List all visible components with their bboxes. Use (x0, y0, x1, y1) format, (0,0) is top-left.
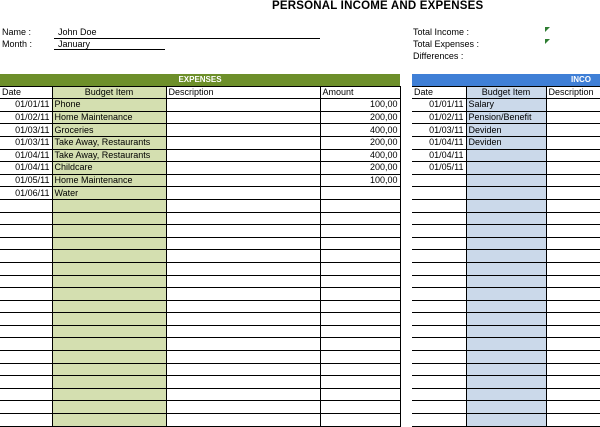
income-date-cell[interactable] (412, 288, 466, 301)
expense-budget-item-cell[interactable]: Home Maintenance (52, 111, 166, 124)
expense-amount-cell[interactable] (320, 300, 400, 313)
expense-budget-item-cell[interactable] (52, 313, 166, 326)
income-date-cell[interactable] (412, 237, 466, 250)
table-row (0, 212, 400, 225)
expense-date-cell[interactable] (0, 351, 52, 364)
income-budget-item-cell[interactable] (466, 149, 546, 162)
expense-description-cell[interactable] (166, 338, 320, 351)
table-row (0, 300, 400, 313)
expense-date-cell[interactable]: 01/01/11 (0, 99, 52, 112)
table-row (412, 174, 600, 187)
expense-amount-cell[interactable] (320, 225, 400, 238)
table-row (0, 250, 400, 263)
expense-date-cell[interactable] (0, 237, 52, 250)
income-budget-item-cell[interactable] (466, 313, 546, 326)
month-underline (54, 49, 165, 50)
income-description-cell[interactable] (546, 99, 600, 112)
expense-description-cell[interactable] (166, 162, 320, 175)
expense-description-cell[interactable] (166, 124, 320, 137)
table-row (412, 325, 600, 338)
table-row (412, 351, 600, 364)
income-date-cell[interactable] (412, 376, 466, 389)
income-date-cell[interactable]: 01/03/11 (412, 124, 466, 137)
expense-description-cell[interactable] (166, 225, 320, 238)
income-description-cell[interactable] (546, 225, 600, 238)
table-row (412, 162, 600, 175)
income-date-cell[interactable] (412, 338, 466, 351)
expense-description-cell[interactable] (166, 363, 320, 376)
expense-amount-cell[interactable] (320, 275, 400, 288)
table-row (412, 136, 600, 149)
income-description-cell[interactable] (546, 300, 600, 313)
table-row (0, 199, 400, 212)
table-row (0, 275, 400, 288)
expense-amount-cell[interactable]: 200,00 (320, 136, 400, 149)
table-row (0, 338, 400, 351)
table-row (0, 225, 400, 238)
table-row (412, 376, 600, 389)
table-row (412, 300, 600, 313)
table-row (0, 351, 400, 364)
table-row (0, 313, 400, 326)
table-row (412, 338, 600, 351)
page-title: PERSONAL INCOME AND EXPENSES (272, 0, 484, 12)
income-budget-item-cell[interactable]: Deviden (466, 124, 546, 137)
expense-date-cell[interactable] (0, 250, 52, 263)
expense-amount-cell[interactable] (320, 325, 400, 338)
expense-budget-item-cell[interactable] (52, 414, 166, 427)
expense-date-cell[interactable] (0, 300, 52, 313)
expense-budget-item-cell[interactable] (52, 401, 166, 414)
expense-description-cell[interactable] (166, 300, 320, 313)
table-row (412, 401, 600, 414)
income-budget-item-cell[interactable] (466, 174, 546, 187)
income-budget-item-cell[interactable] (466, 414, 546, 427)
income-description-cell[interactable] (546, 401, 600, 414)
expense-budget-item-cell[interactable] (52, 300, 166, 313)
expense-date-cell[interactable] (0, 401, 52, 414)
expense-budget-item-cell[interactable] (52, 288, 166, 301)
expense-description-cell[interactable] (166, 351, 320, 364)
income-date-cell[interactable] (412, 225, 466, 238)
expense-amount-cell[interactable]: 100,00 (320, 99, 400, 112)
expense-amount-cell[interactable] (320, 388, 400, 401)
income-budget-item-cell[interactable] (466, 401, 546, 414)
expenses-header-amount: Amount (320, 86, 400, 99)
income-date-cell[interactable] (412, 388, 466, 401)
expense-amount-cell[interactable] (320, 262, 400, 275)
expenses-banner: EXPENSES (0, 74, 400, 86)
income-description-cell[interactable] (546, 262, 600, 275)
expense-amount-cell[interactable]: 200,00 (320, 162, 400, 175)
cell-indicator-icon (545, 39, 550, 44)
expense-date-cell[interactable] (0, 414, 52, 427)
expense-date-cell[interactable] (0, 212, 52, 225)
table-row (0, 401, 400, 414)
income-date-cell[interactable]: 01/05/11 (412, 162, 466, 175)
income-budget-item-cell[interactable] (466, 376, 546, 389)
income-budget-item-cell[interactable] (466, 275, 546, 288)
expense-description-cell[interactable] (166, 237, 320, 250)
income-date-cell[interactable]: 01/02/11 (412, 111, 466, 124)
income-budget-item-cell[interactable] (466, 225, 546, 238)
table-row (0, 111, 400, 124)
income-description-cell[interactable] (546, 363, 600, 376)
expense-amount-cell[interactable]: 400,00 (320, 124, 400, 137)
income-date-cell[interactable] (412, 262, 466, 275)
expense-budget-item-cell[interactable]: Childcare (52, 162, 166, 175)
income-date-cell[interactable] (412, 212, 466, 225)
income-description-cell[interactable] (546, 174, 600, 187)
table-row (0, 414, 400, 427)
expense-description-cell[interactable] (166, 376, 320, 389)
income-description-cell[interactable] (546, 187, 600, 200)
income-budget-item-cell[interactable] (466, 187, 546, 200)
table-row (0, 288, 400, 301)
income-description-cell[interactable] (546, 136, 600, 149)
table-row (0, 187, 400, 200)
income-date-cell[interactable] (412, 363, 466, 376)
income-date-cell[interactable] (412, 300, 466, 313)
expense-budget-item-cell[interactable] (52, 262, 166, 275)
expense-budget-item-cell[interactable] (52, 275, 166, 288)
expense-amount-cell[interactable] (320, 199, 400, 212)
expense-budget-item-cell[interactable]: Groceries (52, 124, 166, 137)
expense-date-cell[interactable] (0, 388, 52, 401)
income-description-cell[interactable] (546, 149, 600, 162)
expense-date-cell[interactable]: 01/03/11 (0, 124, 52, 137)
income-budget-item-cell[interactable]: Deviden (466, 136, 546, 149)
income-date-cell[interactable] (412, 401, 466, 414)
income-date-cell[interactable]: 01/04/11 (412, 149, 466, 162)
expense-amount-cell[interactable] (320, 401, 400, 414)
expense-amount-cell[interactable]: 400,00 (320, 149, 400, 162)
income-description-cell[interactable] (546, 414, 600, 427)
income-description-cell[interactable] (546, 124, 600, 137)
expense-amount-cell[interactable] (320, 338, 400, 351)
income-header-budget-item: Budget Item (466, 86, 546, 99)
income-header-description: Description (546, 86, 600, 99)
expense-description-cell[interactable] (166, 187, 320, 200)
expense-amount-cell[interactable] (320, 288, 400, 301)
expense-description-cell[interactable] (166, 212, 320, 225)
expense-date-cell[interactable] (0, 338, 52, 351)
income-description-cell[interactable] (546, 376, 600, 389)
expense-budget-item-cell[interactable] (52, 237, 166, 250)
income-budget-item-cell[interactable] (466, 338, 546, 351)
income-description-cell[interactable] (546, 338, 600, 351)
table-row (0, 124, 400, 137)
expense-budget-item-cell[interactable] (52, 338, 166, 351)
expense-budget-item-cell[interactable] (52, 363, 166, 376)
expenses-header-budget-item: Budget Item (52, 86, 166, 99)
expense-amount-cell[interactable] (320, 414, 400, 427)
expense-description-cell[interactable] (166, 250, 320, 263)
income-date-cell[interactable] (412, 351, 466, 364)
table-row (412, 187, 600, 200)
table-row (0, 99, 400, 112)
cell-indicator-icon (545, 27, 550, 32)
table-row (412, 288, 600, 301)
expense-description-cell[interactable] (166, 288, 320, 301)
expense-description-cell[interactable] (166, 401, 320, 414)
expense-description-cell[interactable] (166, 174, 320, 187)
table-row (412, 237, 600, 250)
table-row (412, 199, 600, 212)
expense-budget-item-cell[interactable]: Take Away, Restaurants (52, 149, 166, 162)
expense-budget-item-cell[interactable] (52, 199, 166, 212)
income-description-cell[interactable] (546, 288, 600, 301)
expense-date-cell[interactable] (0, 262, 52, 275)
expense-description-cell[interactable] (166, 313, 320, 326)
expense-description-cell[interactable] (166, 388, 320, 401)
income-description-cell[interactable] (546, 250, 600, 263)
name-underline (54, 38, 320, 39)
income-budget-item-cell[interactable] (466, 162, 546, 175)
expense-date-cell[interactable] (0, 313, 52, 326)
expense-amount-cell[interactable] (320, 363, 400, 376)
expense-date-cell[interactable]: 01/05/11 (0, 174, 52, 187)
table-row (412, 414, 600, 427)
income-date-cell[interactable] (412, 174, 466, 187)
income-header-date: Date (412, 86, 466, 99)
income-date-cell[interactable] (412, 275, 466, 288)
name-label: Name : (2, 27, 32, 37)
income-budget-item-cell[interactable] (466, 300, 546, 313)
income-date-cell[interactable] (412, 250, 466, 263)
income-date-cell[interactable] (412, 414, 466, 427)
expense-amount-cell[interactable] (320, 351, 400, 364)
income-budget-item-cell[interactable]: Pension/Benefit (466, 111, 546, 124)
expense-amount-cell[interactable] (320, 187, 400, 200)
income-description-cell[interactable] (546, 199, 600, 212)
income-description-cell[interactable] (546, 325, 600, 338)
month-field[interactable]: January (58, 39, 91, 49)
income-budget-item-cell[interactable] (466, 388, 546, 401)
table-row (0, 262, 400, 275)
name-field[interactable]: John Doe (58, 27, 97, 37)
income-description-cell[interactable] (546, 162, 600, 175)
table-row (412, 225, 600, 238)
expense-budget-item-cell[interactable]: Take Away, Restaurants (52, 136, 166, 149)
total-expenses-label: Total Expenses : (413, 39, 480, 49)
expense-description-cell[interactable] (166, 149, 320, 162)
table-row (412, 313, 600, 326)
expense-budget-item-cell[interactable] (52, 325, 166, 338)
income-date-cell[interactable]: 01/04/11 (412, 136, 466, 149)
expense-date-cell[interactable] (0, 363, 52, 376)
table-row (0, 149, 400, 162)
income-budget-item-cell[interactable] (466, 351, 546, 364)
expense-date-cell[interactable]: 01/06/11 (0, 187, 52, 200)
expense-date-cell[interactable] (0, 199, 52, 212)
income-description-cell[interactable] (546, 351, 600, 364)
expense-date-cell[interactable] (0, 225, 52, 238)
income-date-cell[interactable]: 01/01/11 (412, 99, 466, 112)
expense-date-cell[interactable] (0, 288, 52, 301)
income-date-cell[interactable] (412, 199, 466, 212)
expense-amount-cell[interactable] (320, 212, 400, 225)
income-date-cell[interactable] (412, 325, 466, 338)
expense-description-cell[interactable] (166, 275, 320, 288)
expense-budget-item-cell[interactable] (52, 250, 166, 263)
expense-budget-item-cell[interactable]: Home Maintenance (52, 174, 166, 187)
expense-amount-cell[interactable] (320, 237, 400, 250)
table-row (412, 262, 600, 275)
table-row (0, 363, 400, 376)
table-row (412, 275, 600, 288)
table-row (412, 212, 600, 225)
expense-date-cell[interactable]: 01/04/11 (0, 149, 52, 162)
income-description-cell[interactable] (546, 111, 600, 124)
income-description-cell[interactable] (546, 275, 600, 288)
income-date-cell[interactable] (412, 313, 466, 326)
differences-label: Differences : (413, 51, 464, 61)
expense-description-cell[interactable] (166, 99, 320, 112)
expense-description-cell[interactable] (166, 111, 320, 124)
expense-amount-cell[interactable]: 100,00 (320, 174, 400, 187)
income-budget-item-cell[interactable] (466, 212, 546, 225)
expense-description-cell[interactable] (166, 136, 320, 149)
expense-budget-item-cell[interactable] (52, 212, 166, 225)
expense-budget-item-cell[interactable] (52, 351, 166, 364)
income-budget-item-cell[interactable] (466, 237, 546, 250)
table-row (412, 149, 600, 162)
table-row (412, 111, 600, 124)
income-budget-item-cell[interactable]: Salary (466, 99, 546, 112)
income-description-cell[interactable] (546, 313, 600, 326)
income-description-cell[interactable] (546, 212, 600, 225)
expense-budget-item-cell[interactable] (52, 376, 166, 389)
expense-date-cell[interactable]: 01/02/11 (0, 111, 52, 124)
table-row (412, 99, 600, 112)
expense-date-cell[interactable] (0, 325, 52, 338)
table-row (412, 388, 600, 401)
income-budget-item-cell[interactable] (466, 325, 546, 338)
table-row (0, 174, 400, 187)
income-description-cell[interactable] (546, 237, 600, 250)
income-budget-item-cell[interactable] (466, 250, 546, 263)
expense-date-cell[interactable] (0, 275, 52, 288)
table-row (0, 388, 400, 401)
income-budget-item-cell[interactable] (466, 363, 546, 376)
income-budget-item-cell[interactable] (466, 199, 546, 212)
income-budget-item-cell[interactable] (466, 262, 546, 275)
table-row (412, 124, 600, 137)
expense-description-cell[interactable] (166, 325, 320, 338)
expense-description-cell[interactable] (166, 262, 320, 275)
expenses-table (0, 74, 401, 427)
table-row (0, 325, 400, 338)
expense-amount-cell[interactable] (320, 313, 400, 326)
income-banner: INCO (412, 74, 600, 86)
income-date-cell[interactable] (412, 187, 466, 200)
table-row (0, 162, 400, 175)
month-label: Month : (2, 39, 33, 49)
expense-description-cell[interactable] (166, 199, 320, 212)
expenses-header-description: Description (166, 86, 320, 99)
expense-description-cell[interactable] (166, 414, 320, 427)
table-row (412, 250, 600, 263)
total-income-label: Total Income : (413, 27, 470, 37)
expense-budget-item-cell[interactable]: Phone (52, 99, 166, 112)
expense-budget-item-cell[interactable] (52, 225, 166, 238)
income-budget-item-cell[interactable] (466, 288, 546, 301)
table-row (0, 237, 400, 250)
expense-date-cell[interactable]: 01/03/11 (0, 136, 52, 149)
expense-date-cell[interactable] (0, 376, 52, 389)
income-table (412, 74, 600, 427)
expense-amount-cell[interactable]: 200,00 (320, 111, 400, 124)
expense-amount-cell[interactable] (320, 376, 400, 389)
expense-amount-cell[interactable] (320, 250, 400, 263)
expenses-header-date: Date (0, 86, 52, 99)
table-row (412, 363, 600, 376)
table-row (0, 136, 400, 149)
expense-date-cell[interactable]: 01/04/11 (0, 162, 52, 175)
expense-budget-item-cell[interactable] (52, 388, 166, 401)
income-description-cell[interactable] (546, 388, 600, 401)
expense-budget-item-cell[interactable]: Water (52, 187, 166, 200)
table-row (0, 376, 400, 389)
